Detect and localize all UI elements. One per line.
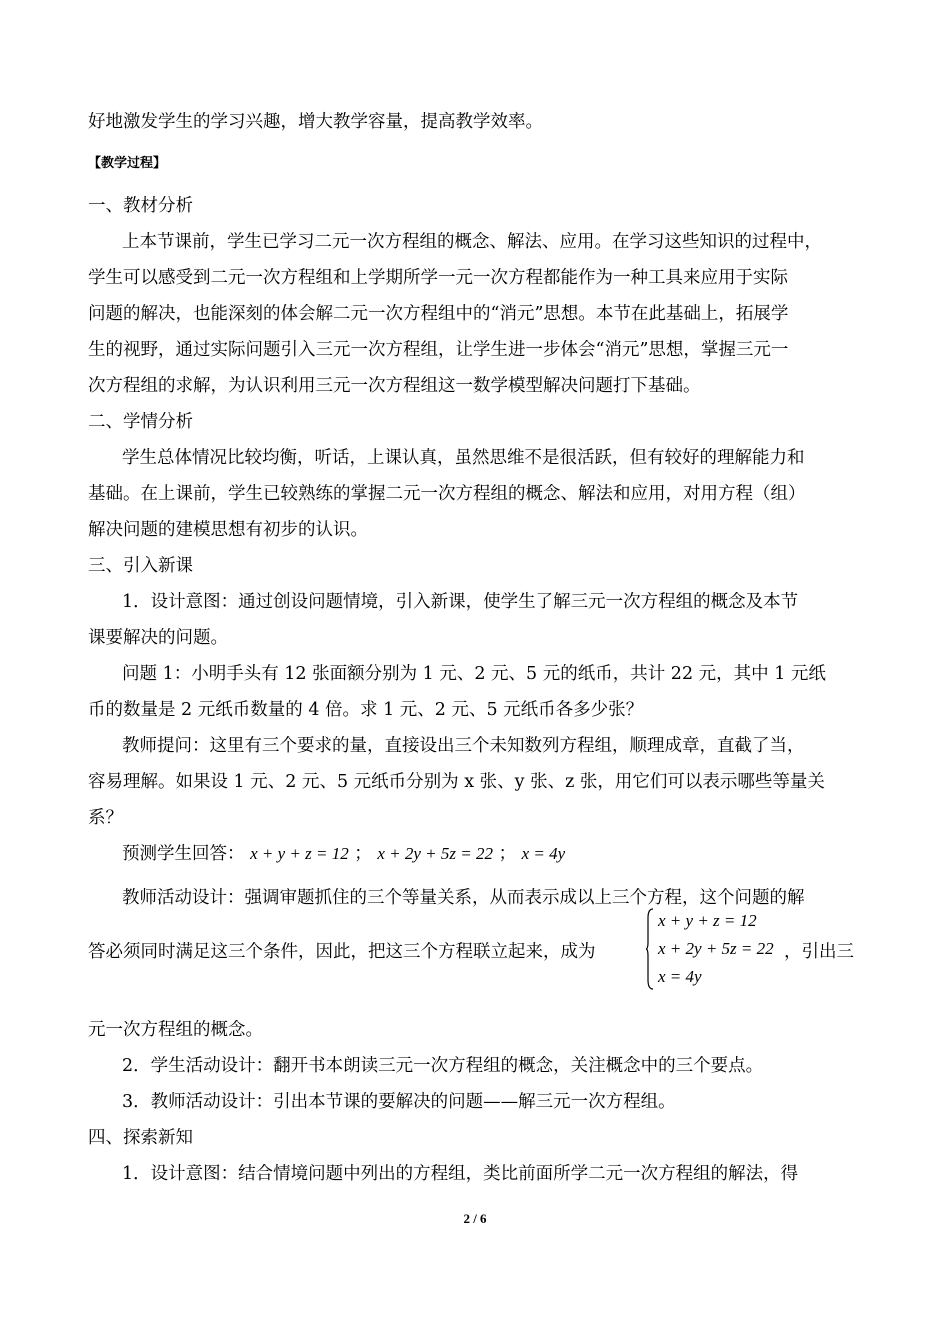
text-line: 问题 1：小明手头有 12 张面额分别为 1 元、2 元、5 元的纸币，共计 22 元，其中 1 元纸 xyxy=(122,664,826,684)
left-brace xyxy=(646,908,654,990)
section-heading: 【教学过程】 xyxy=(88,156,167,171)
text-line: 2．学生活动设计：翻开书本朗读三元一次方程组的概念，关注概念中的三个要点。 xyxy=(122,1056,764,1076)
system-equation-2: x + 2y + 5z = 22 xyxy=(658,939,774,958)
text-line: 教师提问：这里有三个要求的量，直接设出三个未知数列方程组，顺理成章，直截了当， xyxy=(122,736,805,756)
text-line: 解决问题的建模思想有初步的认识。 xyxy=(88,520,368,540)
text-line: 3．教师活动设计：引出本节课的要解决的问题——解三元一次方程组。 xyxy=(122,1092,676,1112)
text-line: 答必须同时满足这三个条件，因此，把这三个方程联立起来，成为 xyxy=(88,942,596,962)
heading-learner-analysis: 二、学情分析 xyxy=(88,412,193,432)
text-line: 容易理解。如果设 1 元、2 元、5 元纸币分别为 x 张、y 张、z 张，用它们可以表示哪些等量关 xyxy=(88,772,825,792)
heading-explore: 四、探索新知 xyxy=(88,1128,193,1148)
heading-new-lesson: 三、引入新课 xyxy=(88,556,193,576)
heading-textbook-analysis: 一、教材分析 xyxy=(88,196,193,216)
system-equation-1: x + y + z = 12 xyxy=(658,911,757,930)
text-line: 学生总体情况比较均衡，听话，上课认真，虽然思维不是很活跃，但有较好的理解能力和 xyxy=(122,448,805,468)
equation: x = 4y xyxy=(521,844,566,863)
text-line: 问题的解决，也能深刻的体会解二元一次方程组中的“消元”思想。本节在此基础上，拓展学 xyxy=(88,304,789,324)
system-equation-3: x = 4y xyxy=(658,967,702,986)
text-line: 好地激发学生的学习兴趣，增大教学容量，提高教学效率。 xyxy=(88,112,543,132)
text-line: 币的数量是 2 元纸币数量的 4 倍。求 1 元、2 元、5 元纸币各多少张？ xyxy=(88,700,644,720)
text-line: 上本节课前，学生已学习二元一次方程组的概念、解法、应用。在学习这些知识的过程中， xyxy=(122,232,822,252)
equation: x + 2y + 5z = 22 xyxy=(377,844,493,863)
equation: x + y + z = 12 xyxy=(250,844,349,863)
text-line: 课要解决的问题。 xyxy=(88,628,228,648)
text-line: 教师活动设计：强调审题抓住的三个等量关系，从而表示成以上三个方程，这个问题的解 xyxy=(122,888,805,908)
text-line: 学生可以感受到二元一次方程组和上学期所学一元一次方程都能作为一种工具来应用于实际 xyxy=(88,268,788,288)
text-line: 次方程组的求解，为认识利用三元一次方程组这一数学模型解决问题打下基础。 xyxy=(88,376,701,396)
text-line: 系？ xyxy=(88,808,123,828)
page-number: 2 / 6 xyxy=(463,1211,487,1226)
text-line: 1．设计意图：通过创设问题情境，引入新课，使学生了解三元一次方程组的概念及本节 xyxy=(122,592,799,612)
text-line: ，引出三 xyxy=(784,942,854,962)
separator: ； xyxy=(498,844,517,864)
predicted-answer-line xyxy=(122,842,878,866)
text-line: 元一次方程组的概念。 xyxy=(88,1020,263,1040)
separator: ； xyxy=(354,844,372,864)
text-line: 生的视野，通过实际问题引入三元一次方程组，让学生进一步体会“消元”思想，掌握三元一 xyxy=(88,340,789,360)
predict-label: 预测学生回答： xyxy=(122,844,245,864)
text-line: 基础。在上课前，学生已较熟练的掌握二元一次方程组的概念、解法和应用，对用方程（组） xyxy=(88,484,806,504)
text-line: 1．设计意图：结合情境问题中列出的方程组，类比前面所学二元一次方程组的解法，得 xyxy=(122,1164,799,1184)
